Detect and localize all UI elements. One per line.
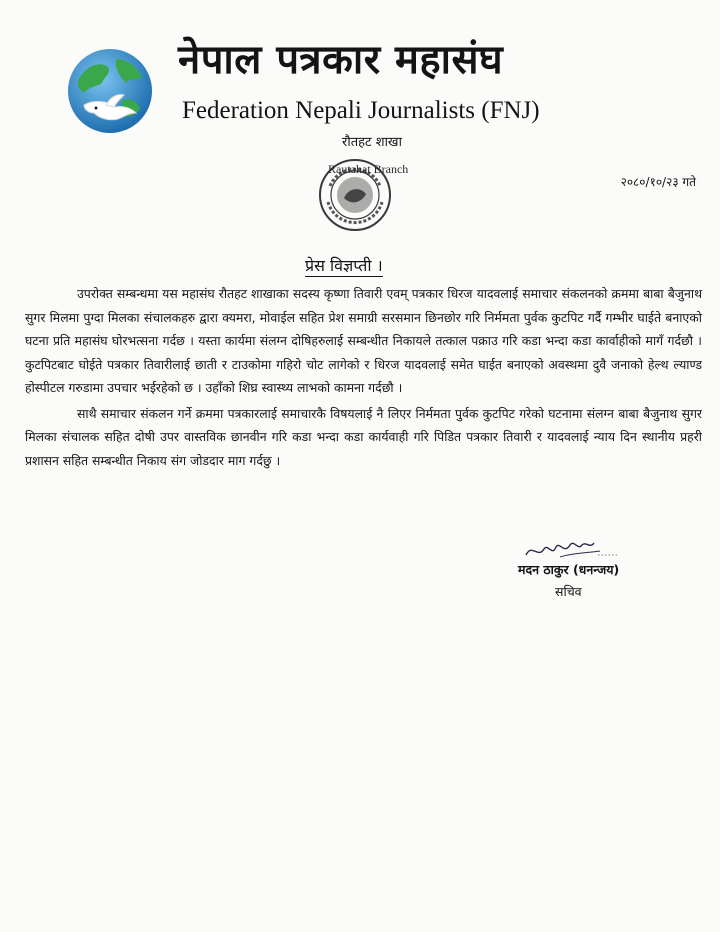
globe-dove-icon (66, 47, 154, 135)
signatory-name: मदन ठाकुर (धनन्जय) (518, 562, 620, 577)
paragraph-1: उपरोक्त सम्बन्धमा यस महासंघ रौतहट शाखाका सदस्य कृष्णा तिवारी एवम् पत्रकार धिरज यादवलाई समाचार संकलनको क्रममा बाबा बैजुनाथ सुगर मिलमा पुग्दा मिलका संचालकहरु द्वारा क्यमरा, मोवाईल सहित प्रेश समाग्री सरसमान छिनछोर गरि निर्ममता पुर्वक कुटपिट गर्दै गम्भीर घाईते बनाएको घटना प्रति महासंघ घोरभत्सना गर्दछ । यस्ता कार्यमा संलग्न दोषिहरुलाई सम्बन्धीत निकायले तत्काल पक्राउ गरि कडा भन्दा कडा कार्वाहीको मागँ गर्दछौ । कुटपिटबाट घोईते पत्रकार तिवारीलाई छाती र टाउकोमा गहिरो चोट लागेको र धिरज यादवलाई समेत घाईत बनाएको अवस्थमा दुवै जनाको हेल्थ ल्याण्ड होस्पीटल गरुडामा उपचार भईरहेको छ । उहाँको शिघ्र स्वास्थ्य लाभको कामना गर्दछौ । (25, 286, 702, 395)
org-name-english: Federation Nepali Journalists (FNJ) (182, 97, 540, 124)
fnj-logo (66, 47, 154, 135)
org-name-nepali: नेपाल पत्रकार महासंघ (178, 37, 504, 83)
signatory-title: सचिव (555, 584, 582, 599)
seal-caption: Rautahat Branch (328, 162, 409, 176)
notice-heading-text: प्रेस विज्ञप्ती । (305, 256, 383, 275)
paragraph-2: साथै समाचार संकलन गर्ने क्रममा पत्रकारलाई समाचारकै विषयलाई नै लिएर निर्ममता पुर्वक कुटपिट गरेको घटनामा संलग्न बाबा बैजुनाथ सुगर मिलका संचालक सहित दोषी उपर वास्तविक छानवीन गरि कडा भन्दा कडा कार्यवाही गरि पिडित पत्रकार तिवारी र यादवलाई न्याय दिन स्थानीय प्रहरी प्रशासन सहित सम्बन्धीत निकाय संग जोडदार माग गर्दछु । (25, 405, 702, 468)
notice-heading (305, 255, 435, 277)
issue-date: २०८०/१०/२३ गते (620, 175, 696, 189)
branch-name: रौतहट शाखा (342, 135, 402, 150)
notice-body (25, 282, 702, 474)
